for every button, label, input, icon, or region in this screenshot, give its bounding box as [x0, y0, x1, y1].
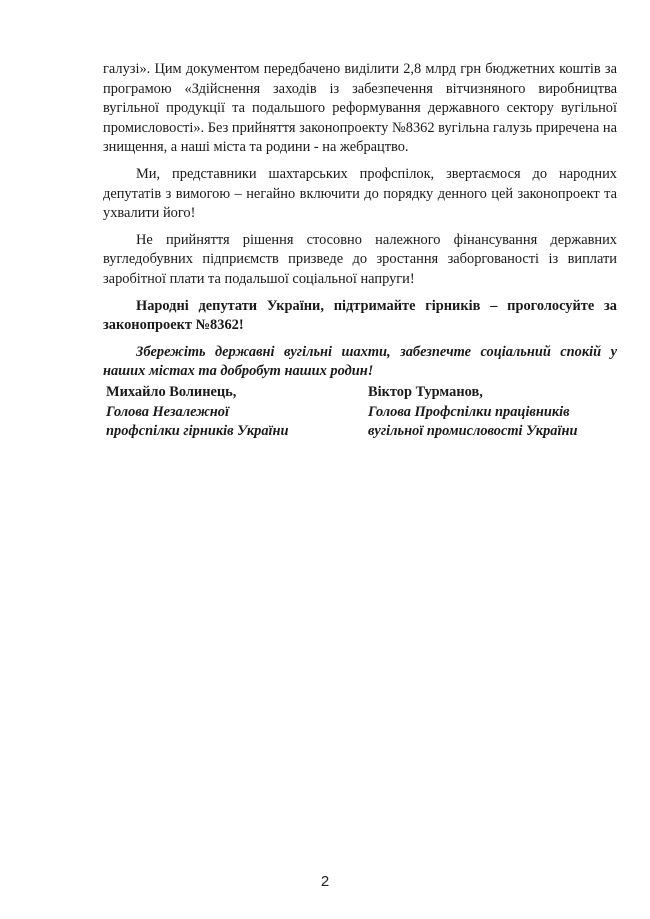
signatory-name: Михайло Волинець,	[106, 384, 237, 400]
signatory-role: Голова Профспілки працівників	[368, 403, 570, 420]
signatory-role: Голова Незалежної	[106, 403, 229, 420]
paragraph-preserve-mines: Збережіть державні вугільні шахти, забезпечте соціальний спокій у наших містах та добробут наших родин!	[103, 343, 617, 380]
signatory-organization: вугільної промисловості України	[368, 423, 578, 439]
paragraph-budget: галузі». Цим документом передбачено виділити 2,8 млрд грн бюджетних коштів за програмою «Здійснення заходів із забезпечення вітчизняного виробництва вугільної продукції та подальшого реформування державного сектору вугільної промисловості». Без прийняття законопроекту №8362 вугільна галузь приречена на знищення, а наші міста та родини - на жебрацтво.	[103, 61, 617, 156]
page-number: 2	[320, 873, 330, 890]
signature-block-right	[368, 383, 578, 442]
paragraph-consequences: Не прийняття рішення стосовно належного фінансування державних вугледобувних підприємств призведе до зростання заборгованості із виплати заробітної плати та подальшої соціальної напруги!	[103, 231, 617, 287]
letter-body	[103, 60, 617, 382]
signatory-name: Віктор Турманов,	[368, 384, 483, 400]
signature-block-left	[106, 383, 289, 442]
signatory-organization: профспілки гірників України	[106, 423, 289, 439]
paragraph-appeal: Ми, представники шахтарських профспілок, звертаємося до народних депутатів з вимогою – негайно включити до порядку денного цей законопроект та ухвалити його!	[103, 165, 617, 222]
paragraph-vote-call: Народні депутати України, підтримайте гірників – проголосуйте за законопроект №8362!	[103, 297, 617, 334]
